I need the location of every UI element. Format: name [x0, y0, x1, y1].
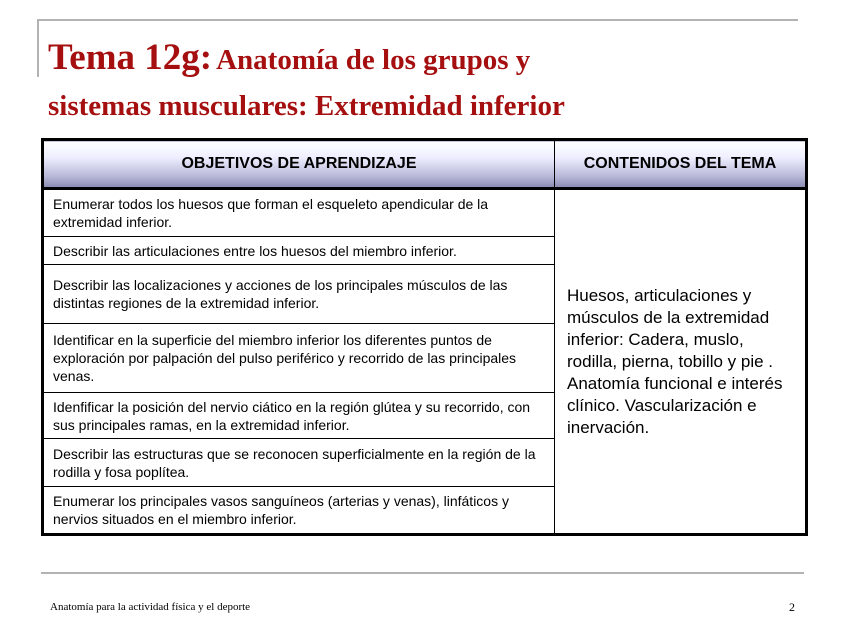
objective-cell: Describir las localizaciones y acciones de los principales músculos de las distintas regiones de la extremidad inferior.: [43, 265, 555, 324]
objectives-table: [41, 138, 808, 536]
table-row: [43, 189, 807, 237]
objective-cell: Enumerar los principales vasos sanguíneos (arterias y venas), linfáticos y nervios situados en el miembro inferior.: [43, 487, 555, 535]
page-number: 2: [789, 600, 795, 614]
footer-rule: [41, 572, 804, 574]
left-rule: [37, 19, 39, 77]
title-line2: sistemas musculares: Extremidad inferior: [48, 90, 565, 122]
objective-cell: Describir las articulaciones entre los huesos del miembro inferior.: [43, 237, 555, 265]
footer-text: Anatomía para la actividad física y el deporte: [50, 601, 251, 613]
objective-cell: Describir las estructuras que se reconocen superficialmente en la región de la rodilla y fosa poplítea.: [43, 439, 555, 487]
objective-cell: Identificar en la superficie del miembro inferior los diferentes puntos de exploración por palpación del pulso periférico y recorrido de las principales venas.: [43, 324, 555, 393]
title-line1: Anatomía de los grupos y: [216, 44, 531, 76]
slide-title: [48, 33, 828, 126]
table-header-row: [43, 140, 807, 189]
title-prefix: Tema 12g:: [48, 37, 213, 78]
header-objectives: OBJETIVOS DE APRENDIZAJE: [43, 140, 555, 189]
header-contents: CONTENIDOS DEL TEMA: [555, 140, 807, 189]
top-rule: [37, 19, 798, 21]
objective-cell: Enumerar todos los huesos que forman el esqueleto apendicular de la extremidad inferior.: [43, 189, 555, 237]
contents-cell: Huesos, articulaciones y músculos de la extremidad inferior: Cadera, muslo, rodilla, pierna, tobillo y pie . Anatomía funcional e interés clínico. Vascularización e inervación.: [555, 189, 807, 535]
objective-cell: Idenfificar la posición del nervio ciático en la región glútea y su recorrido, con sus principales ramas, en la extremidad inferior.: [43, 393, 555, 439]
